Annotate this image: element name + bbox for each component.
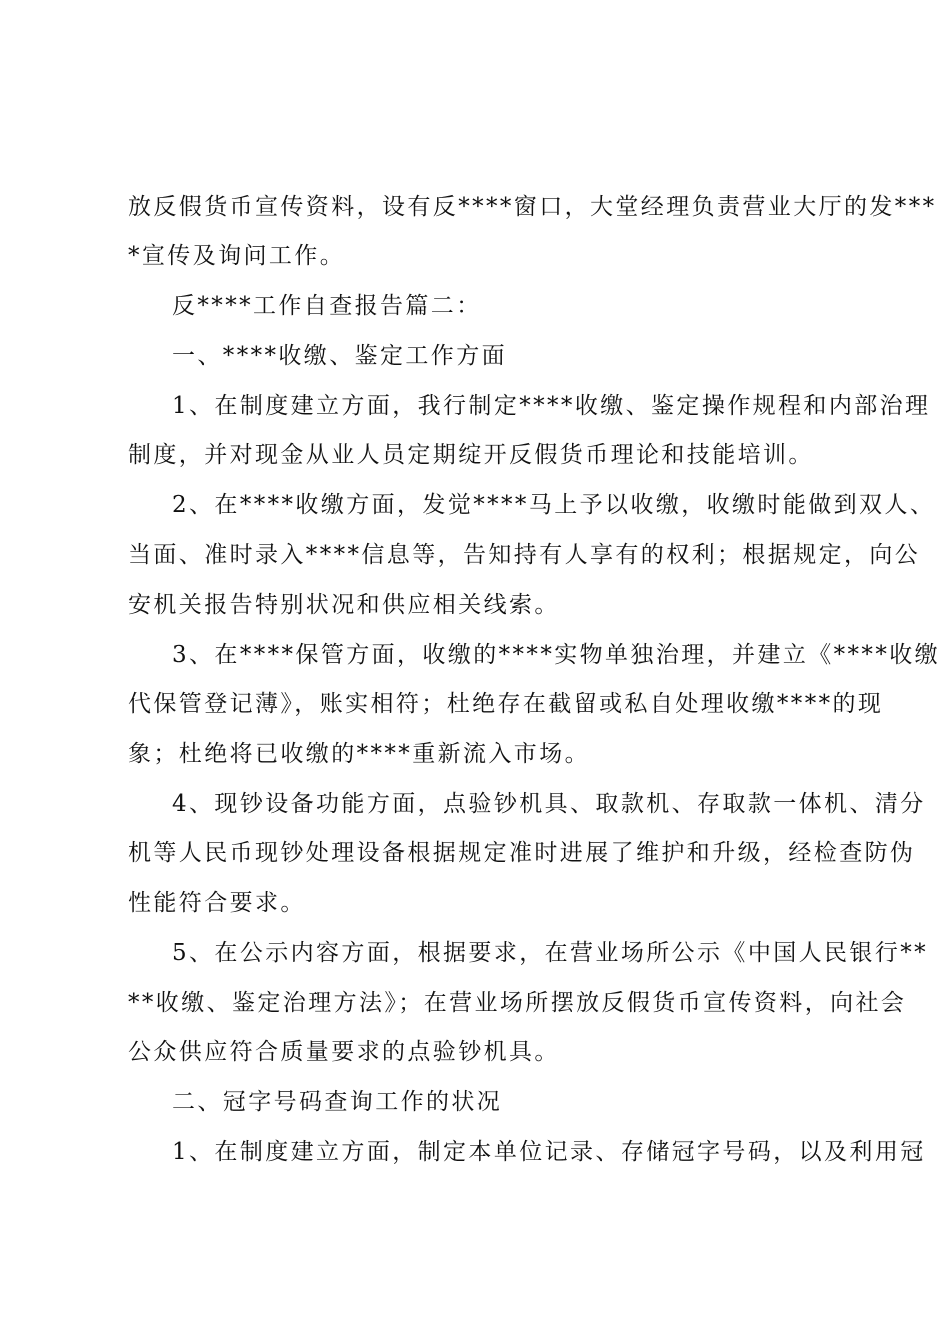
paragraph-line: 放反假货币宣传资料，设有反****窗口，大堂经理负责营业大厅的发*** (128, 194, 937, 220)
paragraph-line: 2、在****收缴方面，发觉****马上予以收缴，收缴时能做到双人、 (172, 492, 936, 518)
section-heading: 一、****收缴、鉴定工作方面 (172, 343, 507, 369)
paragraph-line: 制度，并对现金从业人员定期绽开反假货币理论和技能培训。 (128, 442, 814, 468)
section-heading: 二、冠字号码查询工作的状况 (172, 1089, 503, 1115)
paragraph-line: 3、在****保管方面，收缴的****实物单独治理，并建立《****收缴 (172, 642, 941, 668)
paragraph-line: 机等人民币现钞处理设备根据规定准时进展了维护和升级，经检查防伪 (128, 840, 916, 866)
paragraph-line: 4、现钞设备功能方面，点验钞机具、取款机、存取款一体机、清分 (172, 791, 926, 817)
paragraph-line: 代保管登记薄》，账实相符；杜绝存在截留或私自处理收缴****的现 (128, 691, 884, 717)
paragraph-line: 公众供应符合质量要求的点验钞机具。 (128, 1039, 560, 1065)
paragraph-line: 5、在公示内容方面，根据要求，在营业场所公示《中国人民银行** (172, 940, 929, 966)
paragraph-line: 安机关报告特别状况和供应相关线索。 (128, 592, 560, 618)
paragraph-line: 1、在制度建立方面，制定本单位记录、存储冠字号码，以及利用冠 (172, 1139, 926, 1165)
paragraph-line: *宣传及询问工作。 (128, 243, 346, 269)
paragraph-line: 象；杜绝将已收缴的****重新流入市场。 (128, 741, 590, 767)
paragraph-line: 1、在制度建立方面，我行制定****收缴、鉴定操作规程和内部治理 (172, 393, 931, 419)
paragraph-line: **收缴、鉴定治理方法》；在营业场所摆放反假货币宣传资料，向社会 (128, 990, 907, 1016)
paragraph-line: 当面、准时录入****信息等，告知持有人享有的权利；根据规定，向公 (128, 542, 921, 568)
paragraph-line: 性能符合要求。 (128, 890, 306, 916)
section-heading: 反****工作自查报告篇二： (172, 293, 482, 319)
